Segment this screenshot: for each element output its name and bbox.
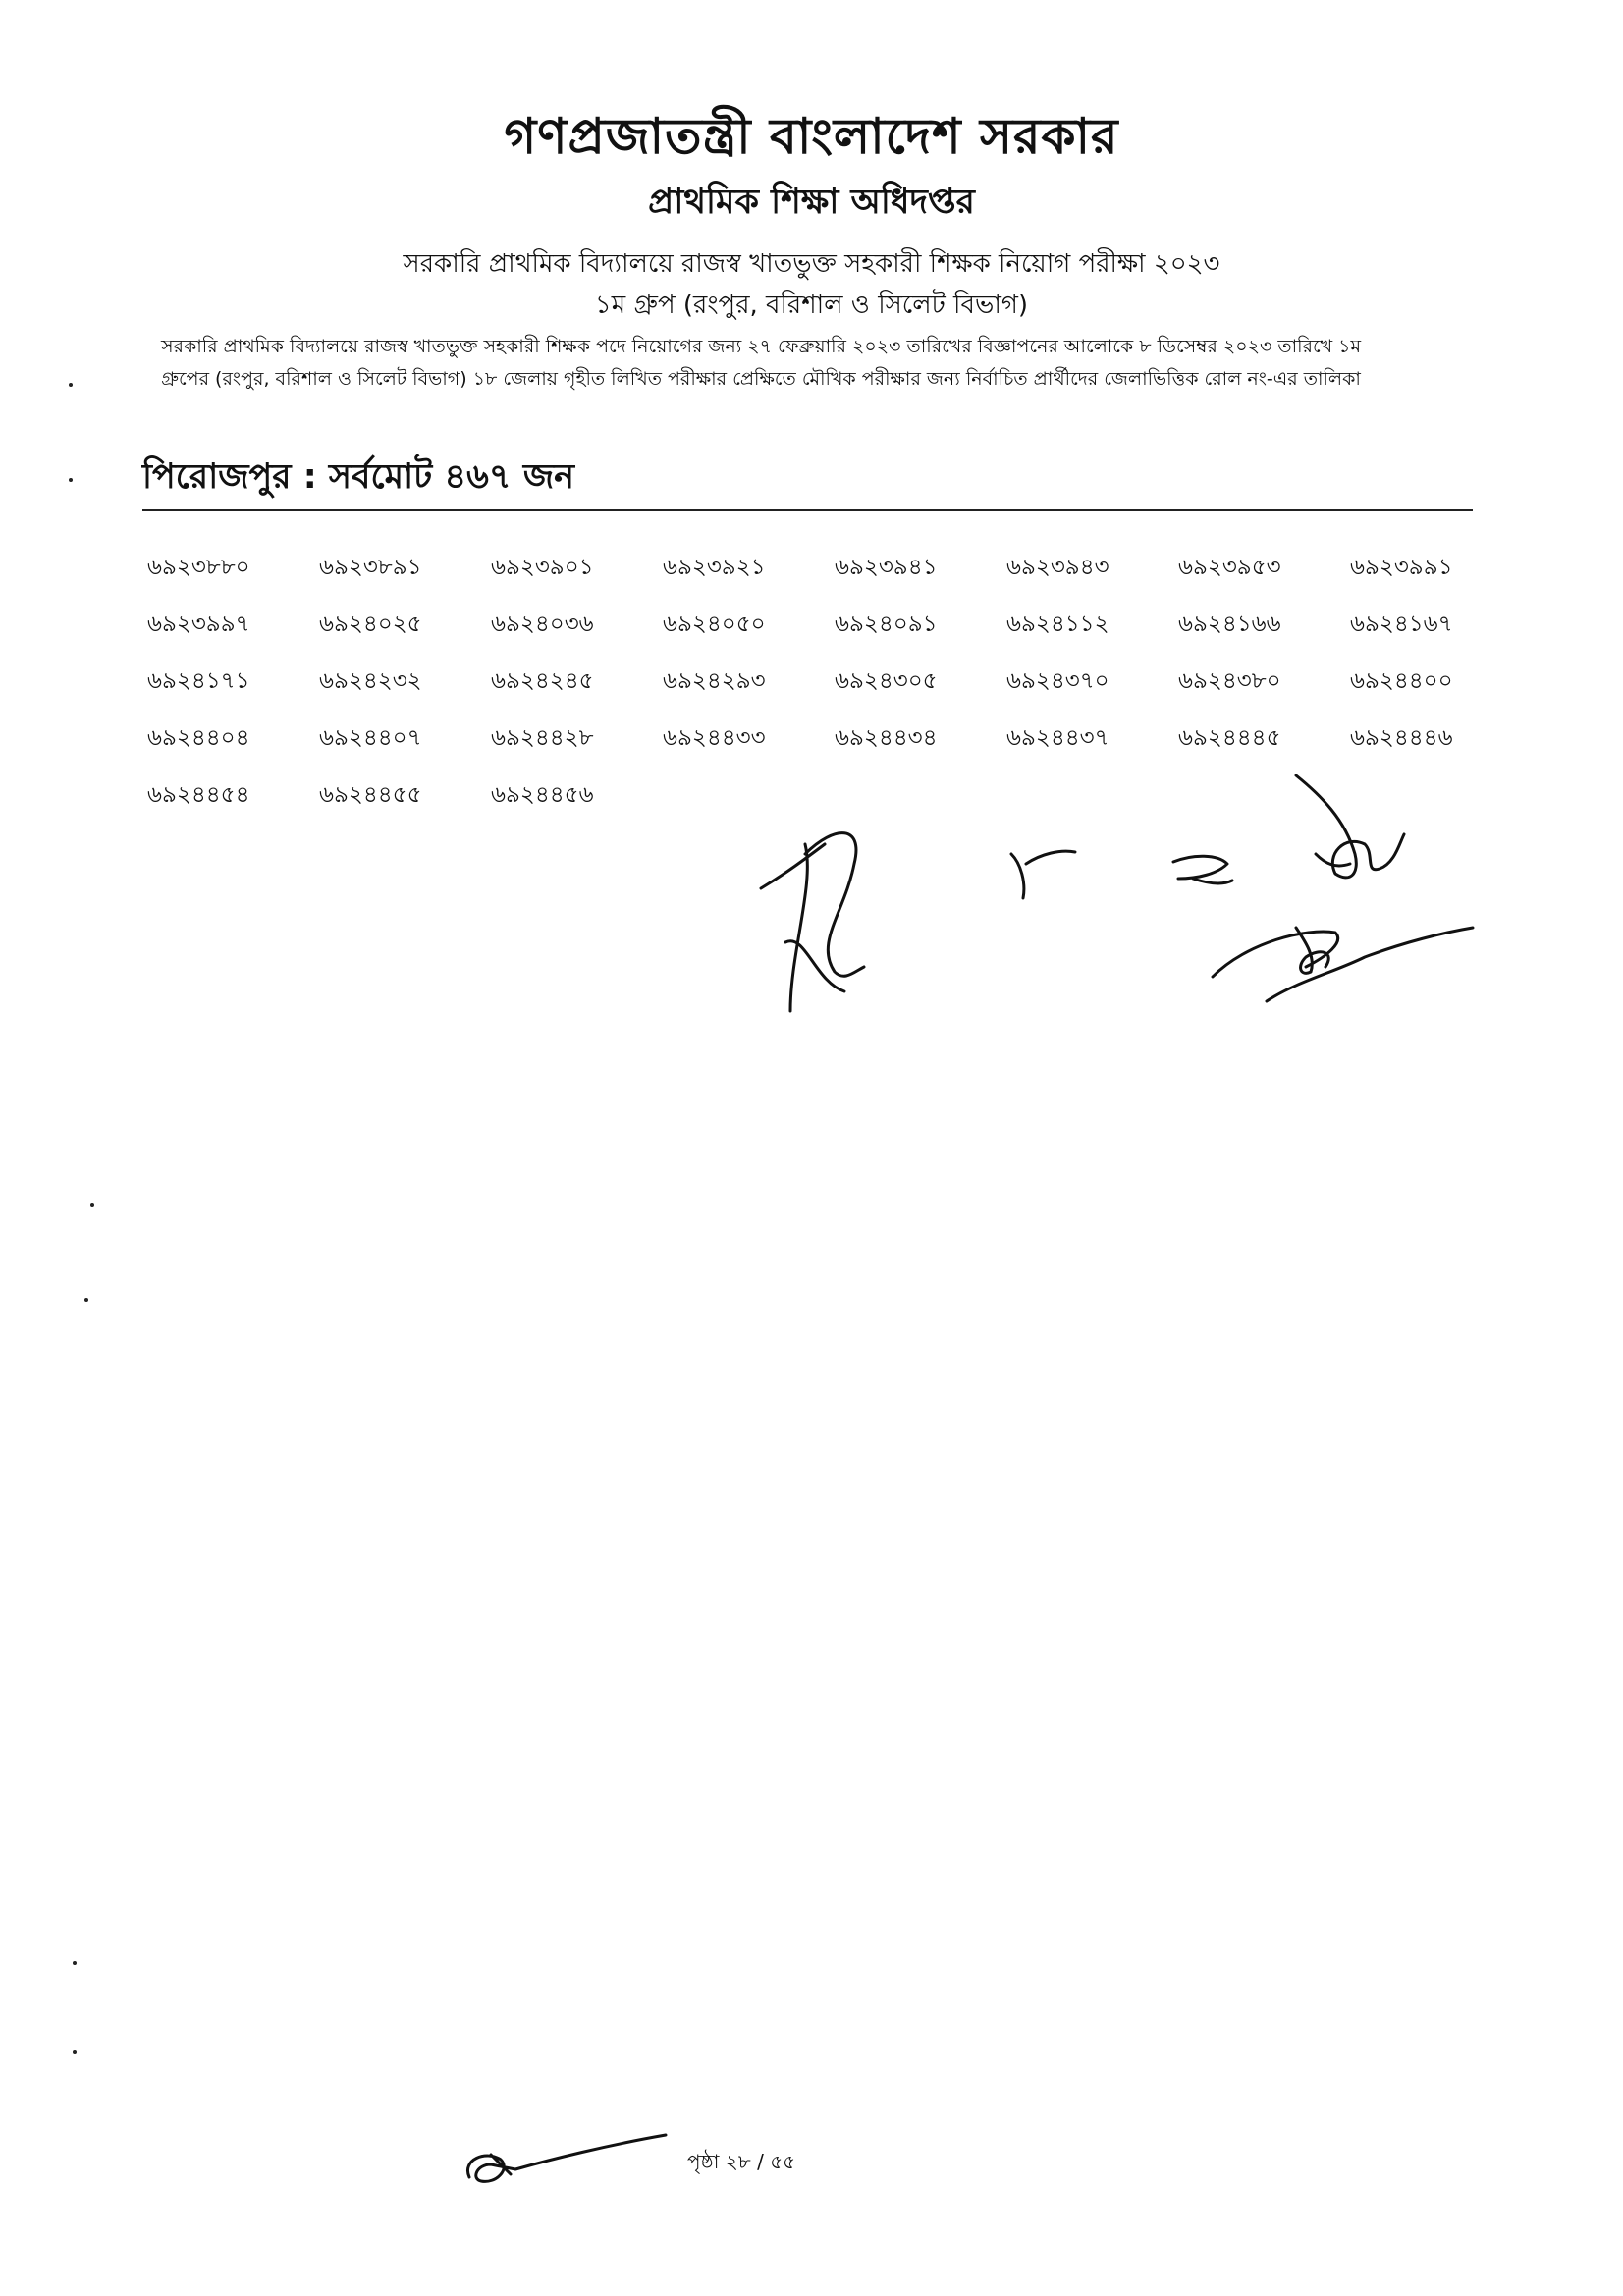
roll-number: ৬৯২৪১৭১ [147,668,250,694]
signature-1 [761,833,864,1011]
district-heading: পিরোজপুর : সর্বমোট ৪৬৭ জন [142,457,575,497]
exam-title: সরকারি প্রাথমিক বিদ্যালয়ে রাজস্ব খাতভুক্ত সহকারী শিক্ষক নিয়োগ পরীক্ষা ২০২৩ [403,249,1220,279]
roll-number: ৬৯২৪৪০৭ [319,725,422,751]
roll-number: ৬৯২৩৮৮০ [147,555,250,580]
signature-2 [1011,851,1075,898]
notice-paragraph: সরকারি প্রাথমিক বিদ্যালয়ে রাজস্ব খাতভুক্ত সহকারী শিক্ষক পদে নিয়োগের জন্য ২৭ ফেব্রুয়ারি ২০২৩ তারিখের বিজ্ঞাপনের আলোকে ৮ ডিসেম্বর ২০২৩ তারিখে ১ম গ্রুপের (রংপুর, বরিশাল ও সিলেট বিভাগ) ১৮ জেলায় গৃহীত লিখিত পরীক্ষার প্রেক্ষিতে মৌখিক পরীক্ষার জন্য নির্বাচিত প্রার্থীদের জেলাভিত্তিক রোল নং-এর তালিকা [160,336,1362,390]
roll-number: ৬৯২৪০৩৬ [491,612,594,637]
signature-3 [1173,856,1232,883]
roll-number: ৬৯২৪৩৮০ [1178,668,1281,694]
roll-number: ৬৯২৩৯২১ [663,555,766,580]
roll-number: ৬৯২৪২৯৩ [663,668,766,694]
scan-speck [84,1298,88,1302]
roll-number: ৬৯২৪৪৩৩ [663,725,766,751]
scan-speck [69,383,73,387]
roll-number: ৬৯২৪৪০৪ [147,725,250,751]
group-title: ১ম গ্রুপ (রংপুর, বরিশাল ও সিলেট বিভাগ) [594,291,1029,320]
roll-number: ৬৯২৪৪৪৬ [1350,725,1453,751]
roll-number: ৬৯২৪০২৫ [319,612,422,637]
department-title: প্রাথমিক শিক্ষা অধিদপ্তর [648,183,975,222]
roll-number: ৬৯২৪৪৩৪ [835,725,938,751]
roll-number: ৬৯২৪৪৫৬ [491,782,594,808]
roll-number: ৬৯২৪৪৫৫ [319,782,422,808]
page-number: পৃষ্ঠা ২৮ / ৫৫ [687,2150,796,2173]
roll-number: ৬৯২৩৮৯১ [319,555,422,580]
government-title: গণপ্রজাতন্ত্রী বাংলাদেশ সরকার [504,108,1119,165]
roll-number-grid [147,555,1502,808]
roll-number: ৬৯২৪১৬৬ [1178,612,1281,637]
signature-footer [467,2135,666,2181]
scan-speck [90,1203,94,1207]
roll-number: ৬৯২৪০৫০ [663,612,766,637]
roll-number: ৬৯২৪৩৭০ [1006,668,1109,694]
roll-number: ৬৯২৩৯৫৩ [1178,555,1281,580]
roll-number: ৬৯২৪৪২৮ [491,725,594,751]
roll-number: ৬৯২৩৯০১ [491,555,594,580]
roll-number: ৬৯২৪০৯১ [835,612,938,637]
roll-number: ৬৯২৪৪০০ [1350,668,1453,694]
roll-number: ৬৯২৪৪৫৪ [147,782,250,808]
roll-number: ৬৯২৩৯৪১ [835,555,938,580]
signature-5 [1213,928,1473,1001]
roll-number: ৬৯২৩৯৯৭ [147,612,250,637]
roll-number: ৬৯২৪২৩২ [319,668,422,694]
roll-number: ৬৯২৩৯৯১ [1350,555,1453,580]
roll-number: ৬৯২৪৪৩৭ [1006,725,1109,751]
roll-number: ৬৯২৩৯৪৩ [1006,555,1109,580]
scan-speck [69,478,73,482]
scan-speck [73,1961,77,1965]
roll-number: ৬৯২৪৩০৫ [835,668,938,694]
roll-number: ৬৯২৪১১২ [1006,612,1109,637]
roll-number: ৬৯২৪১৬৭ [1350,612,1453,637]
roll-number: ৬৯২৪২৪৫ [491,668,594,694]
scan-speck [73,2050,77,2054]
roll-number: ৬৯২৪৪৪৫ [1178,725,1281,751]
divider-line [142,509,1473,511]
